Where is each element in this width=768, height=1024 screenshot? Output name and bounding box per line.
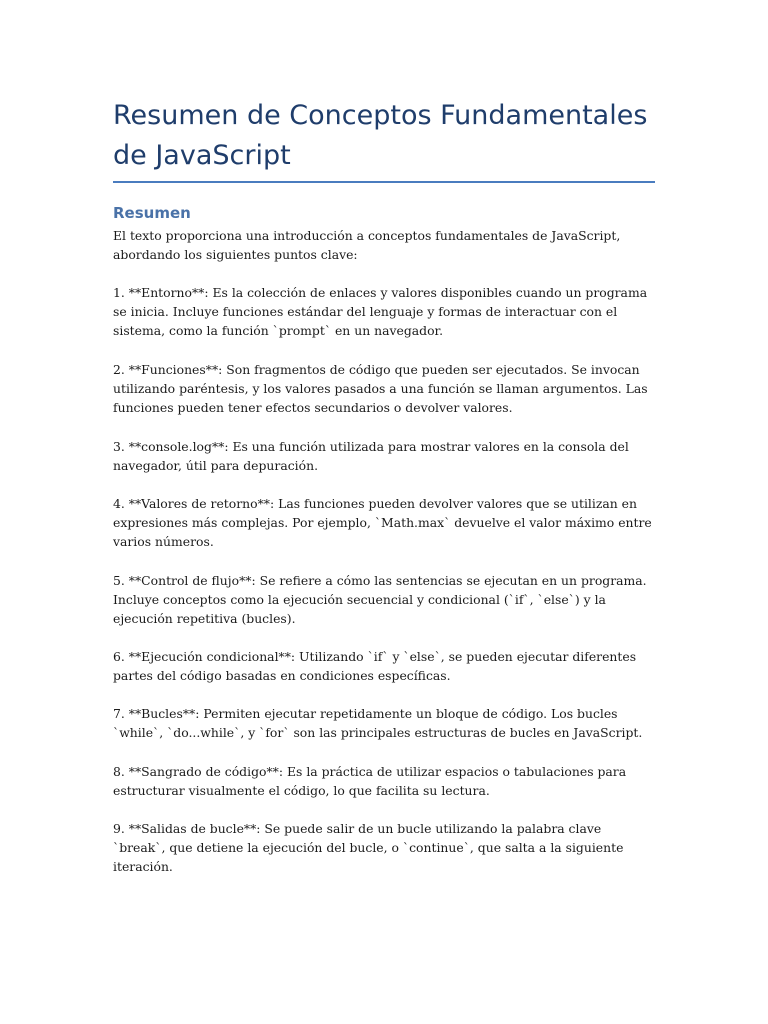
title-divider [113,181,655,183]
list-item-funciones: 2. **Funciones**: Son fragmentos de código que pueden ser ejecutados. Se invocan utilizando paréntesis, y los valores pasados a una función se llaman argumentos. Las funciones pueden tener efectos secundarios o devolver valores. [113,362,648,415]
page-title: Resumen de Conceptos Fundamentales de JavaScript [113,100,648,171]
list-item-sangrado: 8. **Sangrado de código**: Es la práctica de utilizar espacios o tabulaciones para estructurar visualmente el código, lo que facilita su lectura. [113,764,627,798]
list-item-entorno: 1. **Entorno**: Es la colección de enlaces y valores disponibles cuando un programa se inicia. Incluye funciones estándar del lenguaje y formas de interactuar con el sistema, como la función `prompt` en un navegador. [113,285,648,338]
list-item-control-flujo: 5. **Control de flujo**: Se refiere a cómo las sentencias se ejecutan en un programa. Incluye conceptos como la ejecución secuencial y condicional (`if`, `else`) y la ejecución repetitiva (bucles). [113,573,647,626]
list-item-valores-retorno: 4. **Valores de retorno**: Las funciones pueden devolver valores que se utilizan en expresiones más complejas. Por ejemplo, `Math.max` devuelve el valor máximo entre varios números. [113,496,652,549]
list-item-bucles: 7. **Bucles**: Permiten ejecutar repetidamente un bloque de código. Los bucles `while`, `do...while`, y `for` son las principales estructuras de bucles en JavaScript. [113,706,643,740]
list-item-console-log: 3. **console.log**: Es una función utilizada para mostrar valores en la consola del navegador, útil para depuración. [113,439,629,473]
document-page [113,96,655,874]
list-item-salidas-bucle: 9. **Salidas de bucle**: Se puede salir de un bucle utilizando la palabra clave `break`, que detiene la ejecución del bucle, o `continue`, que salta a la siguiente iteración. [113,821,624,874]
section-heading: Resumen [113,204,191,222]
list-item-ejecucion-condicional: 6. **Ejecución condicional**: Utilizando `if` y `else`, se pueden ejecutar diferentes partes del código basadas en condiciones específicas. [113,649,637,683]
intro-paragraph: El texto proporciona una introducción a conceptos fundamentales de JavaScript, abordando los siguientes puntos clave: [113,228,621,262]
